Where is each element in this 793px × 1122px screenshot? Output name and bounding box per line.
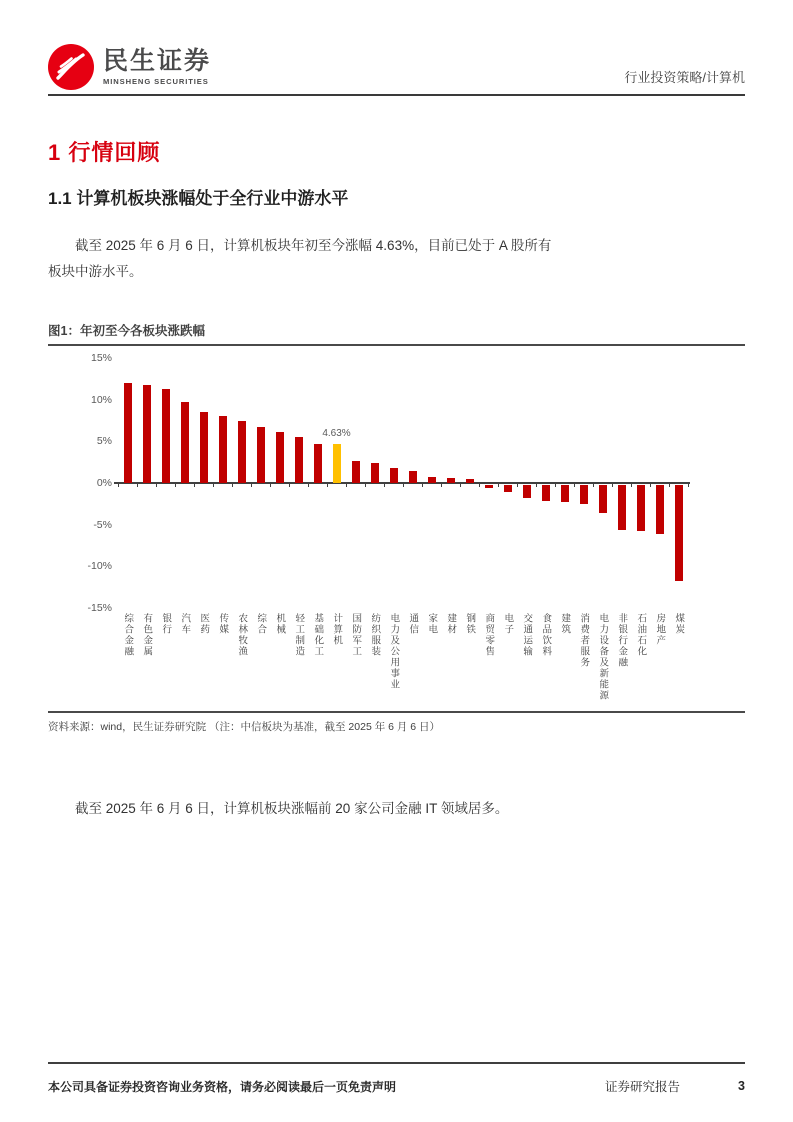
bar [409,471,417,483]
category-label-text: 基础化工 [312,613,324,657]
bar [504,485,512,492]
logo-text [103,48,211,87]
category-label [631,613,650,711]
category-label [593,613,612,711]
category-label-text: 非银行金融 [616,613,628,668]
category-label [137,613,156,711]
category-label [460,613,479,711]
footer-disclaimer: 本公司具备证券投资咨询业务资格，请务必阅读最后一页免责声明 [48,1079,397,1094]
category-label [422,613,441,711]
category-label-text: 银行 [160,613,172,635]
logo-name-cn: 民生证券 [103,46,212,75]
bar [637,485,645,531]
logo-name-en: MINSHENG SECURITIES [103,77,209,87]
chart-plot [87,352,688,614]
minsheng-logo [48,44,211,90]
y-axis-tick-label: -10% [87,560,112,573]
category-label-text: 建筑 [559,613,571,635]
bar-value-label: 4.63% [322,428,351,440]
category-label-text: 机械 [274,613,286,635]
figure-title: 图1：年初至今各板块涨跌幅 [48,321,745,346]
bar [200,412,208,483]
category-label [498,613,517,711]
category-label [612,613,631,711]
page-header [48,0,745,96]
subsection-heading: 1.1 计算机板块涨幅处于全行业中游水平 [48,189,349,208]
category-label [118,613,137,711]
body-paragraph-1: 截至 2025 年 6 月 6 日，计算机板块年初至今涨幅 4.63%，目前已处于 A 股所有板块中游水平。 [48,238,552,279]
y-axis-tick-label: 5% [96,435,112,448]
bar [124,383,132,483]
bar [162,389,170,483]
category-label [175,613,194,711]
category-label [346,613,365,711]
category-label-text: 消费者服务 [578,613,590,668]
y-axis-tick-label: -15% [87,602,112,614]
category-label-text: 国防军工 [350,613,362,657]
bar [485,485,493,488]
bar [257,427,265,483]
category-label-text: 汽车 [179,613,191,635]
category-label [555,613,574,711]
category-label [270,613,289,711]
bar [656,485,664,534]
category-label [384,613,403,711]
category-label-text: 建材 [445,613,457,635]
category-label [308,613,327,711]
bar [143,385,151,483]
bar [599,485,607,513]
category-label-text: 通信 [407,613,419,635]
bar [428,477,436,483]
category-label-text: 家电 [426,613,438,635]
category-label [441,613,460,711]
bar [352,461,360,483]
category-label-text: 商贸零售 [483,613,495,657]
bar [561,485,569,502]
y-axis-tick-label: 15% [90,352,112,364]
category-label-text: 综合 [255,613,267,635]
category-label [650,613,669,711]
bar-chart [48,352,745,711]
bar [447,478,455,483]
y-axis-tick-label: -5% [93,518,112,531]
category-label-text: 有色金属 [141,613,153,657]
category-label-text: 农林牧渔 [236,613,248,657]
category-label [479,613,498,711]
bar [580,485,588,504]
category-label-text: 石油石化 [635,613,647,657]
bar [523,485,531,498]
bar [295,437,303,483]
body-paragraph-2: 截至 2025 年 6 月 6 日，计算机板块涨幅前 20 家公司金融 IT 领域居多。 [75,801,509,816]
bar [314,444,322,483]
category-label [365,613,384,711]
bar [276,432,284,483]
figure-source: 资料来源：wind，民生证券研究院 （注：中信板块为基准，截至 2025 年 6 月 6 日） [48,711,745,734]
category-label-text: 钢铁 [464,613,476,635]
category-label [194,613,213,711]
page-footer [48,1062,745,1095]
footer-page-number: 3 [738,1079,745,1093]
category-label-text: 综合金融 [122,613,134,657]
category-label-text: 传媒 [217,613,229,635]
category-label [156,613,175,711]
bar [542,485,550,501]
chart-category-axis [118,613,688,711]
category-label-text: 轻工制造 [293,613,305,657]
bar [466,479,474,483]
y-axis-tick-label: 0% [96,477,112,489]
category-label [574,613,593,711]
category-label [327,613,346,711]
category-label [669,613,688,711]
footer-report-type: 证券研究报告 [605,1080,681,1094]
bar [371,463,379,483]
category-label-text: 医药 [198,613,210,635]
bar [390,468,398,483]
category-label-text: 纺织服装 [369,613,381,657]
section-heading: 1 行情回顾 [48,140,161,165]
category-label [403,613,422,711]
category-label [517,613,536,711]
figure-1 [48,321,745,734]
bar [181,402,189,483]
category-label-text: 电子 [502,613,514,635]
category-label [536,613,555,711]
category-label [232,613,251,711]
category-label-text: 电力设备及新能源 [597,613,609,701]
bar [238,421,246,483]
bar [618,485,626,530]
minsheng-logo-icon [48,44,94,90]
category-label-text: 房地产 [654,613,666,646]
report-category: 行业投资策略/计算机 [624,70,745,85]
category-label-text: 电力及公用事业 [388,613,400,690]
footer-right [605,1077,745,1095]
category-label-text: 煤炭 [673,613,685,635]
category-label-text: 食品饮料 [540,613,552,657]
y-axis-tick-label: 10% [90,393,112,406]
category-label [289,613,308,711]
category-label [251,613,270,711]
bar [675,485,683,581]
bar [219,416,227,484]
bar-highlighted [333,444,341,483]
category-label [213,613,232,711]
category-label-text: 计算机 [331,613,343,646]
category-label-text: 交通运输 [521,613,533,657]
